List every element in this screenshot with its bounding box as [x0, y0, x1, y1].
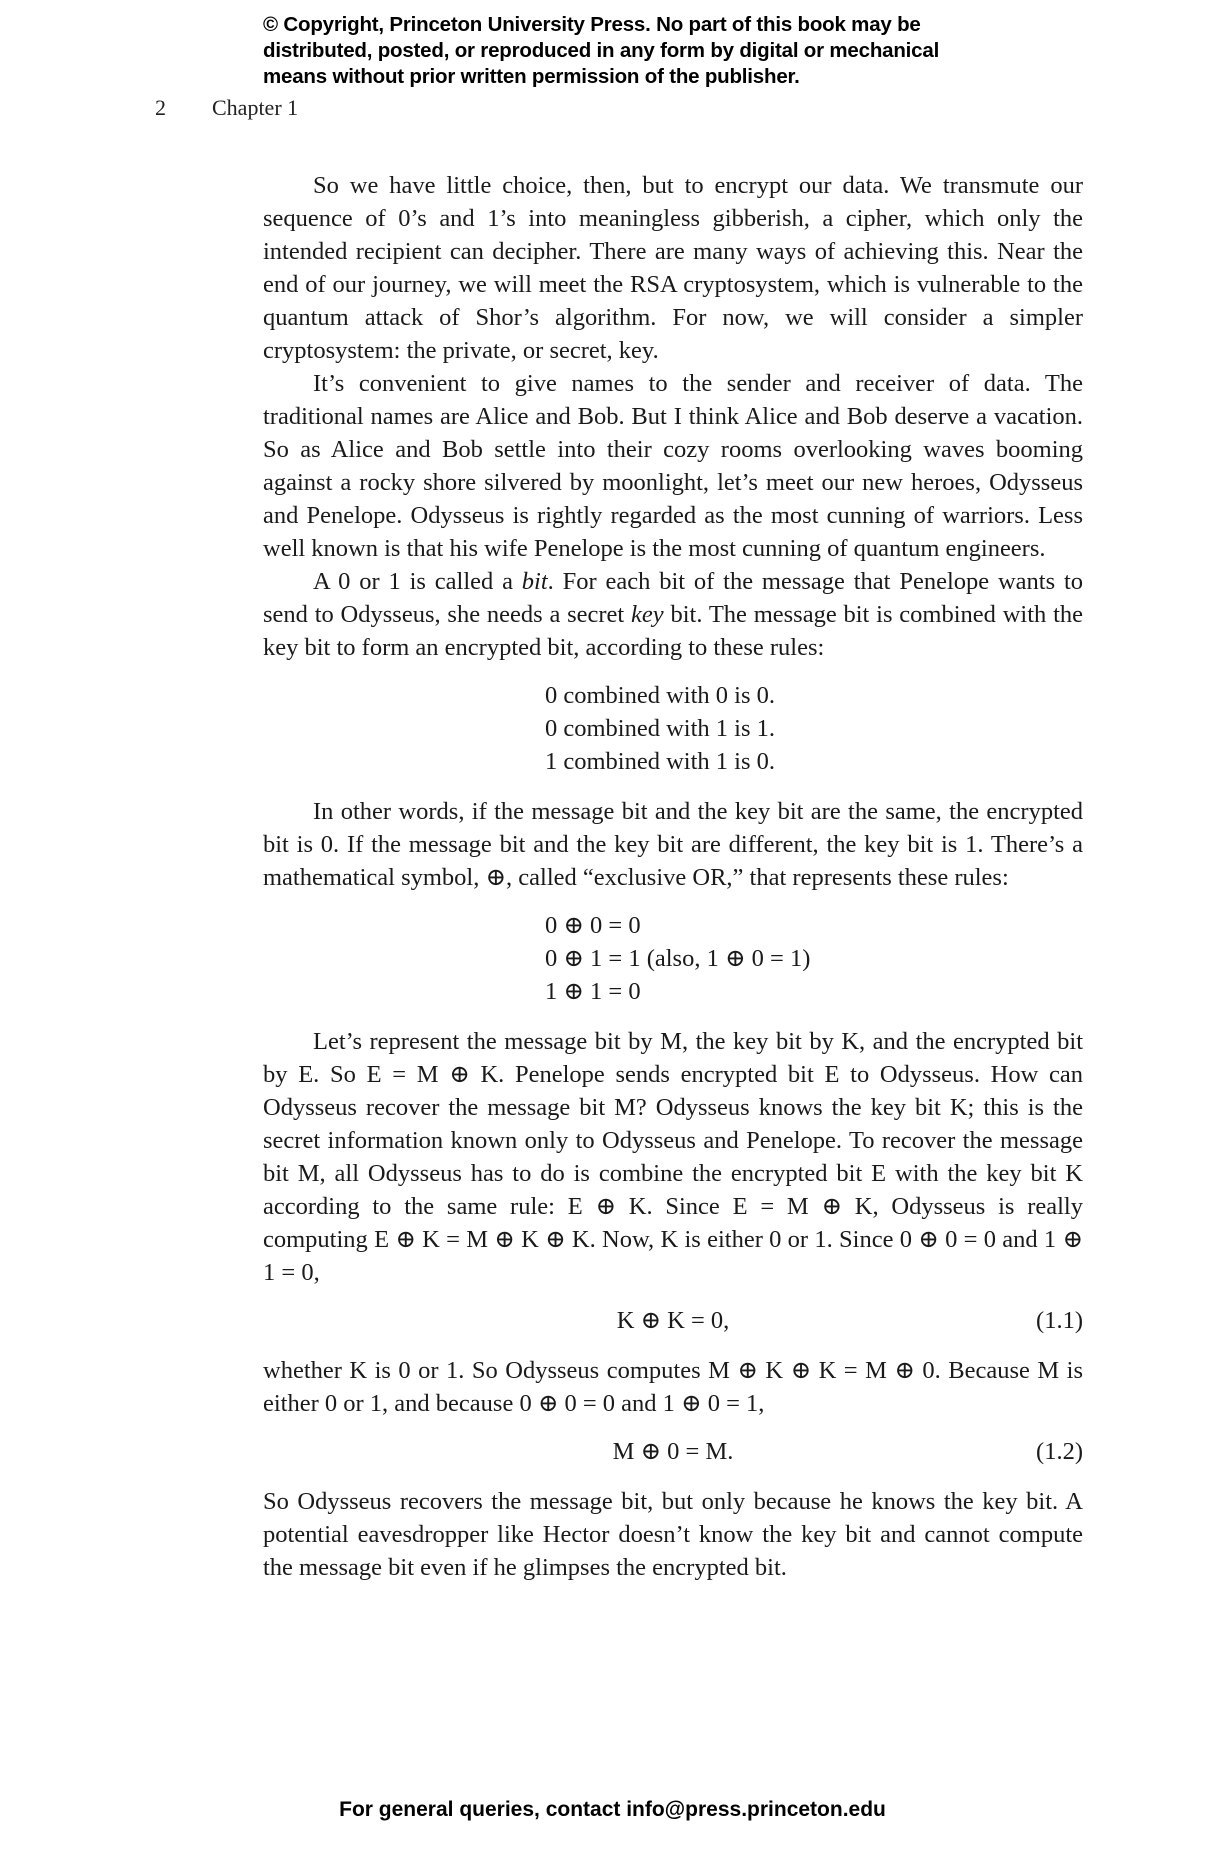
equation-expression: M ⊕ 0 = M.	[612, 1438, 734, 1465]
paragraph: So Odysseus recovers the message bit, but only because he knows the key bit. A potential eavesdropper like Hector doesn’t know the key bit and cannot compute the message bit even if he glimpses the encrypted bit.	[263, 1488, 1083, 1581]
rule-line: 0 combined with 0 is 0.	[545, 682, 776, 709]
combination-rules	[545, 679, 1083, 778]
emphasis-term: bit	[521, 568, 548, 595]
rule-line: 1 combined with 1 is 0.	[545, 748, 776, 775]
equation-number: (1.2)	[1036, 1438, 1083, 1465]
paragraph	[263, 565, 1083, 664]
equation-number: (1.1)	[1036, 1307, 1083, 1334]
emphasis-term: key	[631, 601, 664, 628]
body-text	[263, 169, 1083, 1584]
rule-line: 0 ⊕ 1 = 1 (also, 1 ⊕ 0 = 1)	[545, 945, 811, 972]
copyright-line: distributed, posted, or reproduced in any form by digital or mechanical	[263, 39, 940, 62]
equation-1-2	[263, 1435, 1083, 1468]
xor-rules	[545, 909, 1083, 1008]
paragraph: So we have little choice, then, but to encrypt our data. We transmute our sequence of 0’s and 1’s into meaningless gibberish, a cipher, which only the intended recipient can decipher. There are many ways of achieving this. Near the end of our journey, we will meet the RSA cryptosystem, which is vulnerable to the quantum attack of Shor’s algorithm. For now, we will consider a simpler cryptosystem: the private, or secret, key.	[263, 172, 1083, 364]
paragraph: In other words, if the message bit and the key bit are the same, the encrypted bit is 0. If the message bit and the key bit are different, the key bit is 1. There’s a mathematical symbol, ⊕, called “exclusive OR,” that represents these rules:	[263, 798, 1083, 891]
equation-expression: K ⊕ K = 0,	[616, 1307, 730, 1334]
paragraph: whether K is 0 or 1. So Odysseus computes M ⊕ K ⊕ K = M ⊕ 0. Because M is either 0 or 1, and because 0 ⊕ 0 = 0 and 1 ⊕ 0 = 1,	[263, 1357, 1083, 1417]
paragraph: It’s convenient to give names to the sender and receiver of data. The traditional names are Alice and Bob. But I think Alice and Bob deserve a vacation. So as Alice and Bob settle into their cozy rooms overlooking waves booming against a rocky shore silvered by moonlight, let’s meet our new heroes, Odysseus and Penelope. Odysseus is rightly regarded as the most cunning of warriors. Less well known is that his wife Penelope is the most cunning of quantum engineers.	[263, 370, 1083, 562]
copyright-line: © Copyright, Princeton University Press. No part of this book may be	[263, 13, 921, 36]
chapter-title: Chapter 1	[212, 95, 299, 120]
copyright-line: means without prior written permission of the publisher.	[263, 65, 800, 88]
footer-contact: For general queries, contact info@press.princeton.edu	[339, 1798, 886, 1821]
equation-1-1	[263, 1304, 1083, 1337]
copyright-notice	[263, 12, 1023, 90]
paragraph: Let’s represent the message bit by M, the key bit by K, and the encrypted bit by E. So E = M ⊕ K. Penelope sends encrypted bit E to Odysseus. How can Odysseus recover the message bit M? Odysseus knows the key bit K; this is the secret information known only to Odysseus and Penelope. To recover the message bit M, all Odysseus has to do is combine the encrypted bit E with the key bit K according to the same rule: E ⊕ K. Since E = M ⊕ K, Odysseus is really computing E ⊕ K = M ⊕ K ⊕ K. Now, K is either 0 or 1. Since 0 ⊕ 0 = 0 and 1 ⊕ 1 = 0,	[263, 1028, 1083, 1286]
running-head	[155, 94, 298, 122]
rule-line: 0 ⊕ 0 = 0	[545, 912, 641, 939]
text-run: bit. The message bit is combined with the key bit to form an encrypted bit, according to these rules:	[263, 601, 1083, 661]
text-run: A 0 or 1 is called a	[313, 568, 522, 595]
rule-line: 0 combined with 1 is 1.	[545, 715, 776, 742]
rule-line: 1 ⊕ 1 = 0	[545, 978, 641, 1005]
page-number: 2	[155, 95, 166, 120]
text-run: . For each bit of the message that Penelope wants to send to Odysseus, she needs a secret	[263, 568, 1084, 628]
